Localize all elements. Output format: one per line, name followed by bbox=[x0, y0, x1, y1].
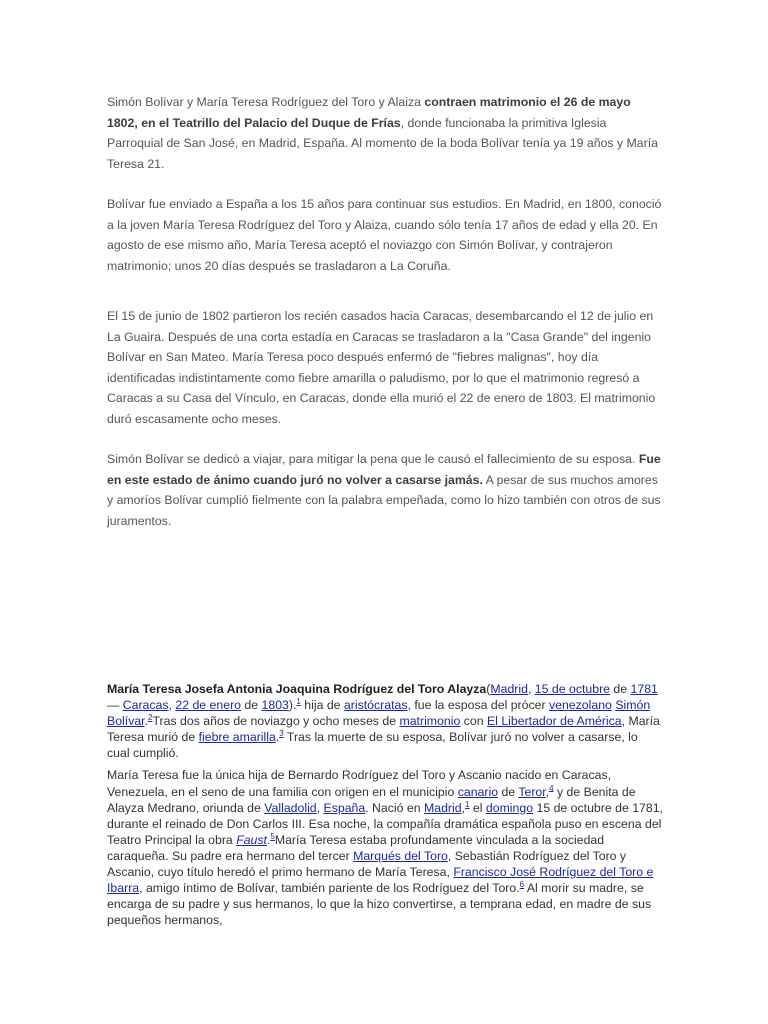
link-domingo[interactable]: domingo bbox=[485, 800, 534, 815]
footnote-link[interactable]: 2 bbox=[148, 713, 153, 723]
wiki-paragraph-intro bbox=[107, 681, 663, 761]
text: de bbox=[498, 784, 519, 799]
link-venezolano[interactable]: venezolano bbox=[548, 698, 612, 713]
link-matrimonio[interactable]: matrimonio bbox=[399, 714, 461, 729]
text: Simón Bolívar se dedicó a viajar, para mitigar la pena que le causó el fallecimiento de su esposa. bbox=[107, 452, 639, 466]
wiki-paragraph-family bbox=[107, 767, 663, 928]
text: Tras la muerte de su esposa, Bolívar juró no volver a casarse, lo cual cumplió. bbox=[107, 730, 638, 761]
link-el-libertador[interactable]: El Libertador de América bbox=[486, 714, 622, 729]
document-upper-section bbox=[107, 92, 663, 551]
link-15-de-octubre[interactable]: 15 de octubre bbox=[534, 682, 611, 696]
text: ( bbox=[486, 682, 491, 696]
text: , bbox=[316, 800, 324, 815]
text: — bbox=[107, 698, 123, 713]
link-espana[interactable]: España bbox=[323, 800, 366, 815]
document-wiki-section bbox=[107, 681, 663, 934]
text: , bbox=[461, 800, 466, 815]
text: Bolívar fue enviado a España a los 15 años para continuar sus estudios. En Madrid, en 1800, conoció a la joven María Teresa Rodríguez del Toro y Alaiza, cuando sólo tenía 17 años de edad y ella 20. En agosto de ese mismo año, María Teresa aceptó el noviazgo con Simón Bolívar, y contrajeron matrimonio; unos 20 días después se trasladaron a La Coruña. bbox=[107, 197, 662, 273]
footnote-link[interactable]: 1 bbox=[296, 697, 301, 706]
text: . Nació en bbox=[365, 800, 425, 815]
paragraph-caracas bbox=[107, 306, 663, 429]
text: , amigo íntimo de Bolívar, también pariente de los Rodríguez del Toro. bbox=[139, 881, 520, 896]
footnote-link[interactable]: 1 bbox=[465, 799, 470, 809]
footnote-link[interactable]: 6 bbox=[519, 880, 525, 890]
text: , María Teresa murió de bbox=[107, 714, 660, 745]
link-madrid[interactable]: Madrid bbox=[424, 800, 462, 815]
text: Tras dos años de noviazgo y ocho meses de bbox=[152, 714, 400, 729]
link-1781[interactable]: 1781 bbox=[630, 682, 658, 696]
link-1803[interactable]: 1803 bbox=[261, 698, 289, 713]
bold-text: Fue en este estado de ánimo cuando juró no volver a casarse jamás. bbox=[107, 452, 661, 487]
link-faust[interactable]: Faust bbox=[236, 832, 267, 847]
text: María Teresa estaba profundamente vinculada a la sociedad caraqueña. Su padre era hermano del tercer bbox=[107, 832, 605, 863]
footnote-link[interactable]: 3 bbox=[279, 729, 284, 739]
italic-text bbox=[236, 833, 267, 847]
bold-text: contraen matrimonio el 26 de mayo 1802, en el Teatrillo del Palacio del Duque de Frías bbox=[107, 95, 631, 130]
text: , bbox=[545, 784, 550, 799]
text: ). bbox=[288, 698, 297, 713]
person-name: María Teresa Josefa Antonia Joaquina Rodríguez del Toro Alayza bbox=[107, 682, 487, 696]
text: El 15 de junio de 1802 partieron los recién casados hacia Caracas, desembarcando el 12 de julio en La Guaira. Después de una corta estadía en Caracas se trasladaron a la "Casa Grande" del ingenio Bolívar en San Mateo. María Teresa poco después enfermó de "fiebres malignas", hoy día identificadas indistintamente como fiebre amarilla o paludismo, por lo que el matrimonio regresó a Caracas a su Casa del Vínculo, en Caracas, donde ella murió el 22 de enero de 1803. El matrimonio duró escasamente ocho meses. bbox=[107, 309, 656, 426]
text: 15 de octubre de 1781, durante el reinado de Don Carlos III. Esa noche, la compañía dramática española puso en escena del Teatro Principal la obra bbox=[107, 800, 663, 847]
text: María Teresa fue la única hija de Bernardo Rodríguez del Toro y Ascanio nacido en Caracas, Venezuela, en el seno de una familia con origen en el municipio bbox=[107, 768, 612, 799]
text: hija de bbox=[300, 698, 344, 713]
link-marques-del-toro[interactable]: Marqués del Toro bbox=[353, 848, 448, 863]
paragraph-spain bbox=[107, 194, 663, 276]
text: de bbox=[241, 698, 262, 713]
link-canario[interactable]: canario bbox=[457, 784, 499, 799]
text: de bbox=[610, 682, 631, 696]
text: con bbox=[460, 714, 487, 729]
link-teror[interactable]: Teror bbox=[518, 784, 546, 799]
link-aristocratas[interactable]: aristócratas bbox=[343, 698, 408, 713]
link-22-de-enero[interactable]: 22 de enero bbox=[175, 698, 241, 713]
paragraph-oath bbox=[107, 449, 663, 531]
link-francisco-jose[interactable]: Francisco José Rodríguez del Toro e Ibarra bbox=[107, 865, 654, 896]
link-fiebre-amarilla[interactable]: fiebre amarilla bbox=[198, 730, 276, 745]
link-valladolid[interactable]: Valladolid bbox=[264, 800, 317, 815]
text: , fue la esposa del prócer bbox=[407, 698, 549, 713]
text: el bbox=[469, 800, 486, 815]
text: A pesar de sus muchos amores y amoríos Bolívar cumplió fielmente con la palabra empeñada, como lo hizo también con otros de sus juramentos. bbox=[107, 472, 661, 528]
text: , bbox=[168, 698, 176, 713]
text: , Sebastián Rodríguez del Toro y Ascanio, cuyo título heredó el primo hermano de María Teresa, bbox=[107, 848, 627, 880]
footnote-link[interactable]: 4 bbox=[549, 783, 554, 793]
text: , donde funcionaba la primitiva Iglesia Parroquial de San José, en Madrid, España. Al momento de la boda Bolívar tenía ya 19 años y María Teresa 21. bbox=[107, 115, 658, 171]
footnote-link[interactable]: 5 bbox=[270, 831, 275, 841]
text: Al morir su madre, se encarga de su padre y sus hermanos, lo que la hizo convertirse, a temprana edad, en madre de sus pequeños hermanos, bbox=[107, 881, 652, 928]
link-madrid[interactable]: Madrid bbox=[490, 682, 528, 696]
text: . bbox=[275, 730, 280, 745]
text: . bbox=[266, 832, 271, 847]
text: . bbox=[144, 714, 149, 729]
text: , bbox=[527, 682, 535, 696]
link-caracas[interactable]: Caracas bbox=[122, 698, 169, 713]
paragraph-wedding bbox=[107, 92, 663, 174]
link-simon-bolivar[interactable]: Simón Bolívar bbox=[107, 698, 651, 729]
text: y de Benita de Alayza Medrano, oriunda de bbox=[107, 784, 636, 815]
text: Simón Bolívar y María Teresa Rodríguez del Toro y Alaiza bbox=[107, 95, 425, 109]
